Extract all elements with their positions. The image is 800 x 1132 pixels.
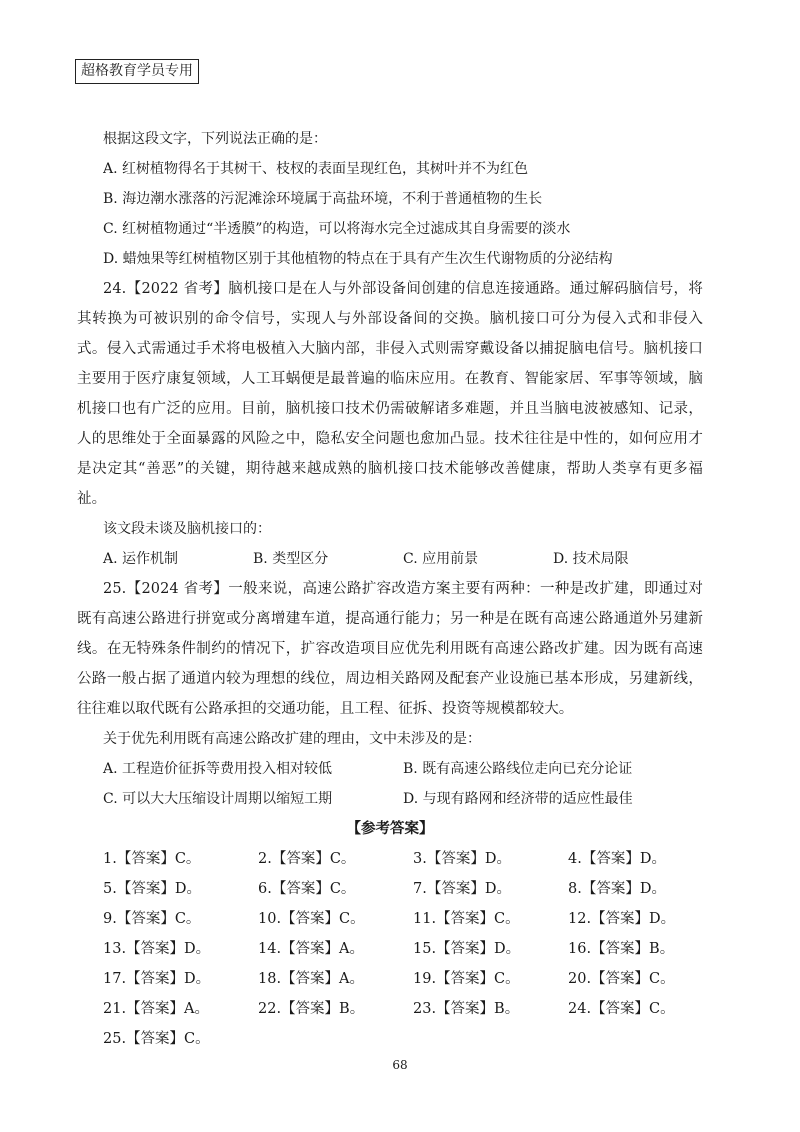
answer-item: 6.【答案】C。 <box>258 881 356 897</box>
q23-stem: 根据这段文字，下列说法正确的是： <box>103 131 327 147</box>
q25-options-row-1 <box>103 754 703 784</box>
q25-option-c: C. 可以大大压缩设计周期以缩短工期 <box>103 791 333 807</box>
answer-item: 11.【答案】C。 <box>413 911 520 927</box>
q23-option-a: A. 红树植物得名于其树干、枝杈的表面呈现红色，其树叶并不为红色 <box>103 161 529 177</box>
answer-key-grid <box>103 844 703 1054</box>
answer-item: 1.【答案】C。 <box>103 851 201 867</box>
q23-option-d: D. 蜡烛果等红树植物区别于其他植物的特点在于具有产生次生代谢物质的分泌结构 <box>103 251 613 267</box>
answer-item: 9.【答案】C。 <box>103 911 201 927</box>
answer-key-title: 【参考答案】 <box>346 820 434 837</box>
answer-item: 3.【答案】D。 <box>413 851 511 867</box>
answer-item: 14.【答案】A。 <box>258 941 365 957</box>
answer-item: 18.【答案】A。 <box>258 971 365 987</box>
q25-options-row-2 <box>103 784 703 814</box>
answer-item: 7.【答案】D。 <box>413 881 511 897</box>
answer-item: 25.【答案】C。 <box>103 1031 210 1047</box>
answer-item: 16.【答案】B。 <box>568 941 675 957</box>
answer-item: 20.【答案】C。 <box>568 971 675 987</box>
answer-item: 8.【答案】D。 <box>568 881 666 897</box>
answer-item: 2.【答案】C。 <box>258 851 356 867</box>
q24-options <box>103 544 703 574</box>
q25-option-d: D. 与现有路网和经济带的适应性最佳 <box>403 791 633 807</box>
q25-stem: 关于优先利用既有高速公路改扩建的理由，文中未涉及的是： <box>103 731 481 747</box>
q24-option-d: D. 技术局限 <box>553 551 629 567</box>
header-label: 超格教育学员专用 <box>75 59 199 84</box>
page-content <box>77 124 703 1054</box>
q24-option-a: A. 运作机制 <box>103 551 179 567</box>
answer-item: 5.【答案】D。 <box>103 881 201 897</box>
q24-stem: 该文段未谈及脑机接口的： <box>103 521 271 537</box>
q24-passage: 24.【2022 省考】脑机接口是在人与外部设备间创建的信息连接通路。通过解码脑信号，将其转换为可被识别的命令信号，实现人与外部设备间的交换。脑机接口可分为侵入式和非侵入式。侵入式需通过手术将电极植入大脑内部，非侵入式则需穿戴设备以捕捉脑电信号。脑机接口主要用于医疗康复领域，人工耳蜗便是最普遍的临床应用。在教育、智能家居、军事等领域，脑机接口也有广泛的应用。目前，脑机接口技术仍需破解诸多难题，并且当脑电波被感知、记录，人的思维处于全面暴露的风险之中，隐私安全问题也愈加凸显。技术往往是中性的，如何应用才是决定其“善恶”的关键，期待越来越成熟的脑机接口技术能够改善健康，帮助人类享有更多福祉。 <box>77 281 703 507</box>
answer-item: 22.【答案】B。 <box>258 1001 365 1017</box>
q25-option-a: A. 工程造价征拆等费用投入相对较低 <box>103 761 333 777</box>
answer-item: 24.【答案】C。 <box>568 1001 675 1017</box>
page-number: 68 <box>392 1058 408 1072</box>
q24-option-b: B. 类型区分 <box>253 551 329 567</box>
q25-option-b: B. 既有高速公路线位走向已充分论证 <box>403 761 633 777</box>
answer-item: 19.【答案】C。 <box>413 971 520 987</box>
q24-option-c: C. 应用前景 <box>403 551 479 567</box>
q25-passage: 25.【2024 省考】一般来说，高速公路扩容改造方案主要有两种：一种是改扩建，即通过对既有高速公路进行拼宽或分离增建车道，提高通行能力；另一种是在既有高速公路通道外另建新线。在无特殊条件制约的情况下，扩容改造项目应优先利用既有高速公路改扩建。因为既有高速公路一般占据了通道内较为理想的线位，周边相关路网及配套产业设施已基本形成，另建新线，往往难以取代既有公路承担的交通功能，且工程、征拆、投资等规模都较大。 <box>77 581 703 717</box>
answer-item: 4.【答案】D。 <box>568 851 666 867</box>
answer-item: 10.【答案】C。 <box>258 911 365 927</box>
answer-item: 23.【答案】B。 <box>413 1001 520 1017</box>
answer-item: 12.【答案】D。 <box>568 911 676 927</box>
q23-option-b: B. 海边潮水涨落的污泥滩涂环境属于高盐环境，不利于普通植物的生长 <box>103 191 543 207</box>
q23-option-c: C. 红树植物通过“半透膜”的构造，可以将海水完全过滤成其自身需要的淡水 <box>103 221 571 237</box>
answer-item: 21.【答案】A。 <box>103 1001 210 1017</box>
answer-item: 15.【答案】D。 <box>413 941 521 957</box>
answer-item: 17.【答案】D。 <box>103 971 211 987</box>
answer-item: 13.【答案】D。 <box>103 941 211 957</box>
